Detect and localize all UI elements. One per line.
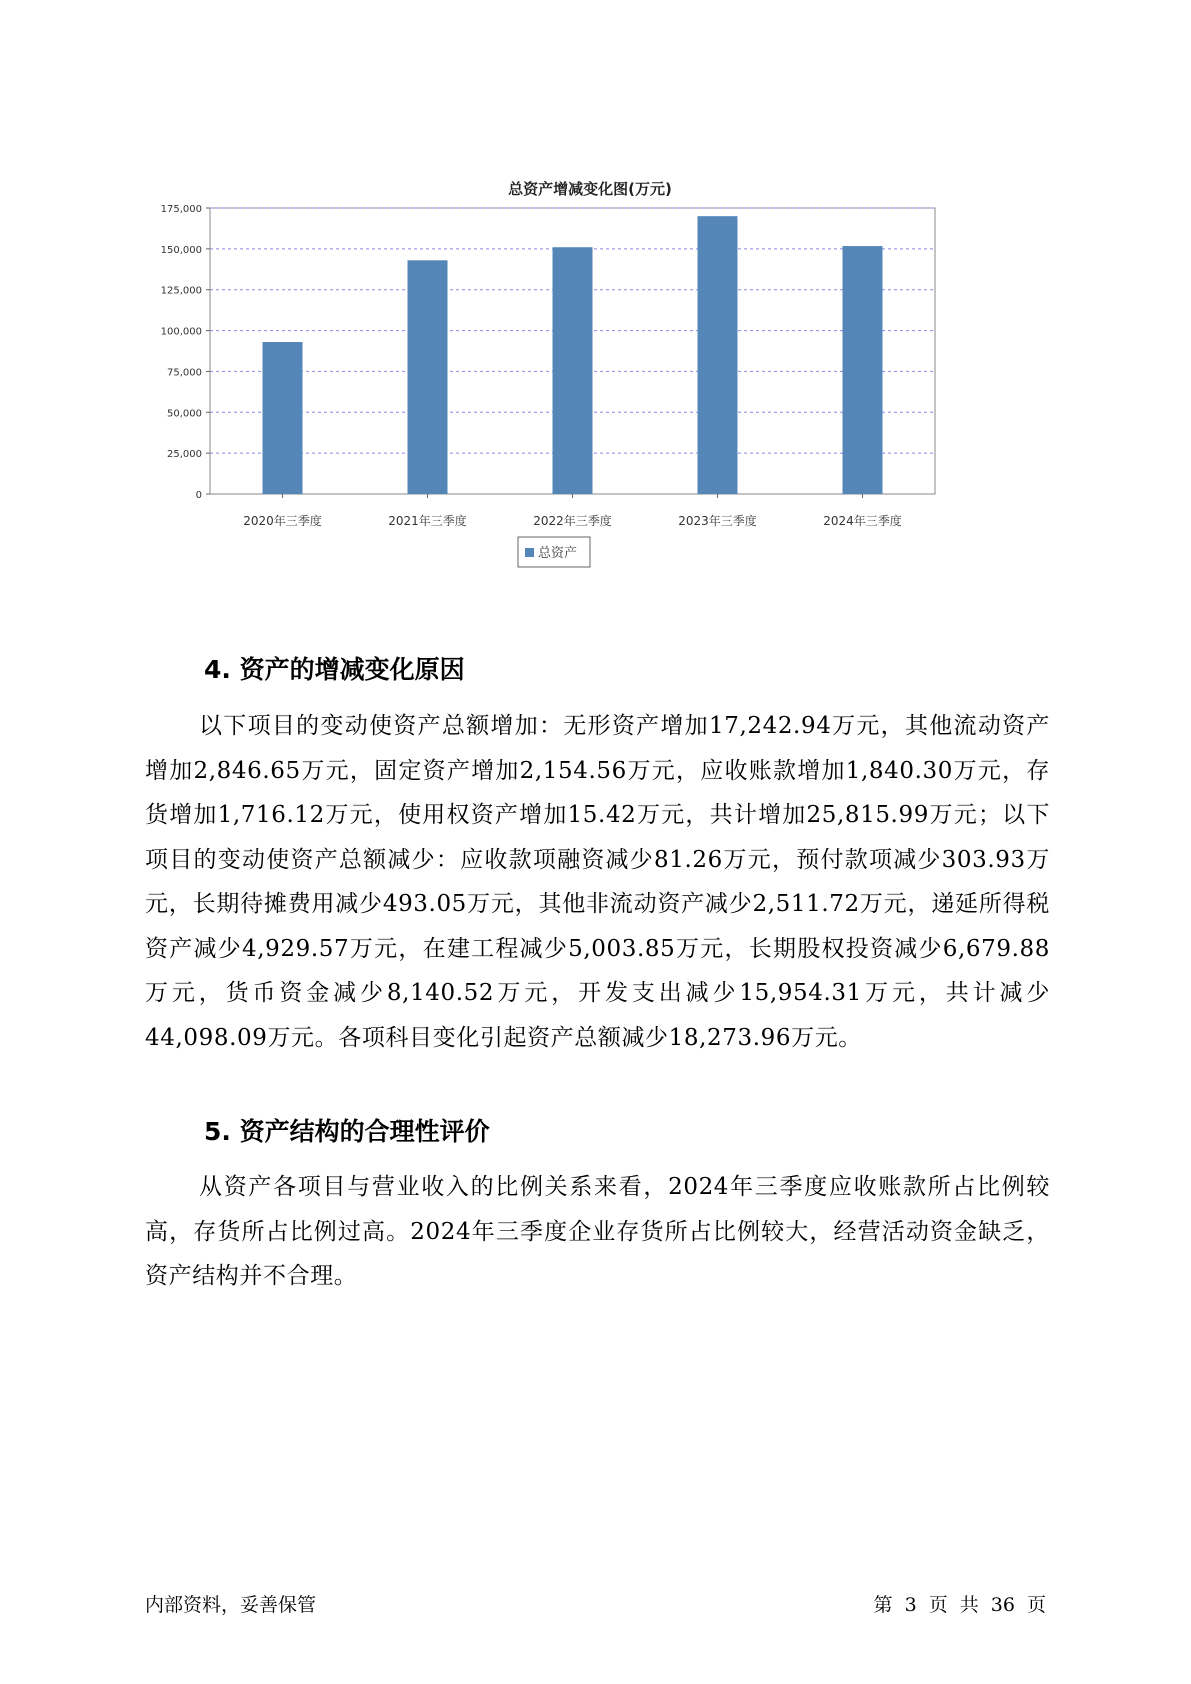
y-tick-label: 125,000 xyxy=(160,285,202,297)
y-tick-label: 175,000 xyxy=(160,204,202,215)
chart-x-axis xyxy=(243,494,902,528)
y-tick-label: 150,000 xyxy=(160,244,202,256)
legend-label: 总资产 xyxy=(538,546,578,561)
chart-y-axis xyxy=(161,204,210,501)
chart-bars xyxy=(263,216,883,494)
x-tick-label: 2022年三季度 xyxy=(533,514,612,528)
x-tick-label: 2020年三季度 xyxy=(243,514,322,528)
chart-legend xyxy=(518,537,590,567)
footer-page-number: 第 3 页 共 36 页 xyxy=(873,1594,1046,1616)
section-4-paragraph: 以下项目的变动使资产总额增加：无形资产增加17,242.94万元，其他流动资产增加2,846.65万元，固定资产增加2,154.56万元，应收账款增加1,840.30万元，存货增加1,716.12万元，使用权资产增加15.42万元，共计增加25,815.99万元；以下项目的变动使资产总额减少：应收款项融资减少81.26万元，预付款项减少303.93万元，长期待摊费用减少493.05万元，其他非流动资产减少2,511.72万元，递延所得税资产减少4,929.57万元，在建工程减少5,003.85万元，长期股权投资减少6,679.88万元，货币资金减少8,140.52万元，开发支出减少15,954.31万元，共计减少44,098.09万元。各项科目变化引起资产总额减少18,273.96万元。 xyxy=(145,713,1050,1051)
y-tick-label: 75,000 xyxy=(167,367,202,379)
y-tick-label: 25,000 xyxy=(167,449,202,461)
bar xyxy=(843,246,883,494)
x-tick-label: 2024年三季度 xyxy=(823,514,902,528)
x-tick-label: 2021年三季度 xyxy=(388,514,467,528)
section-5-heading: 5. 资产结构的合理性评价 xyxy=(204,1117,490,1146)
section-4-heading: 4. 资产的增减变化原因 xyxy=(204,655,465,684)
bar xyxy=(553,247,593,494)
footer-confidential-note: 内部资料，妥善保管 xyxy=(145,1594,317,1616)
y-tick-label: 0 xyxy=(195,490,202,501)
total-assets-chart xyxy=(150,165,1030,625)
y-tick-label: 50,000 xyxy=(167,408,202,420)
chart-svg xyxy=(150,165,1030,625)
legend-swatch xyxy=(525,548,534,557)
bar xyxy=(408,260,448,494)
section-5-paragraph: 从资产各项目与营业收入的比例关系来看，2024年三季度应收账款所占比例较高，存货所占比例过高。2024年三季度企业存货所占比例较大，经营活动资金缺乏，资产结构并不合理。 xyxy=(145,1174,1050,1289)
bar xyxy=(698,216,738,494)
y-tick-label: 100,000 xyxy=(160,326,202,338)
x-tick-label: 2023年三季度 xyxy=(678,514,757,528)
bar xyxy=(263,342,303,494)
chart-title: 总资产增减变化图(万元) xyxy=(508,180,672,198)
